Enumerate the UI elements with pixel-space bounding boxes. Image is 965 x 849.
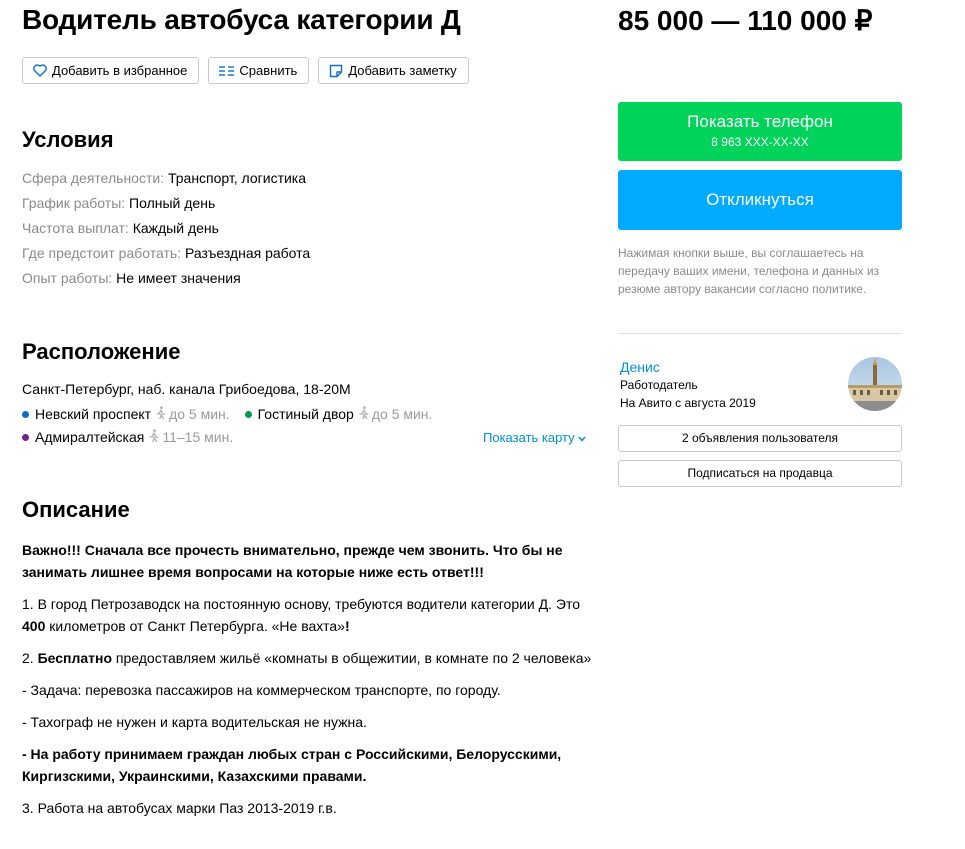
phone-number: 8 963 XXX-XX-XX (711, 135, 809, 149)
condition-value: Транспорт, логистика (167, 170, 307, 186)
metro-line-dot (22, 434, 29, 441)
walk-time (359, 406, 433, 423)
condition-key: Сфера деятельности: (22, 170, 165, 186)
respond-button[interactable]: Откликнуться (618, 170, 902, 230)
add-note-label: Добавить заметку (348, 63, 457, 78)
conditions-list (22, 170, 310, 295)
avatar[interactable] (848, 357, 902, 411)
metro-line-dot (22, 411, 29, 418)
seller-info (620, 358, 756, 412)
description-bold-text: - На работу принимаем граждан любых стран с Российскими, Белорусскими, Киргизскими, Украинскими, Казахскими правами. (22, 746, 562, 784)
description-paragraph (22, 647, 592, 669)
condition-value: Полный день (129, 195, 216, 211)
price: 85 000 — 110 000 ₽ (618, 5, 873, 36)
metro-line-dot (245, 411, 252, 418)
description-body (22, 539, 592, 829)
consent-text: Нажимая кнопки выше, вы соглашаетесь на передачу ваших имени, телефона и данных из резюме автору вакансии согласно политике. (618, 246, 880, 296)
condition-row (22, 220, 310, 245)
walk-time (149, 429, 233, 446)
metro-station (22, 429, 233, 446)
condition-row (22, 170, 310, 195)
show-map-label: Показать карту (483, 430, 575, 445)
divider (618, 333, 902, 334)
description-paragraph (22, 743, 592, 787)
seller-role: Работодатель (620, 378, 698, 392)
walk-time-value: до 5 мин. (169, 406, 230, 422)
conditions-heading: Условия (22, 127, 114, 152)
show-map-link[interactable] (483, 430, 586, 445)
description-paragraph (22, 539, 592, 583)
seller-name-link[interactable]: Денис (620, 359, 660, 375)
description-paragraph: 3. Работа на автобусах марки Паз 2013-2019 г.в. (22, 800, 337, 816)
add-note-button[interactable] (318, 57, 468, 84)
description-text: километров от Санкт Петербурга. «Не вахта» (45, 618, 345, 634)
condition-key: График работы: (22, 195, 126, 211)
location-heading: Расположение (22, 339, 181, 364)
chevron-down-icon (578, 430, 586, 445)
metro-station (245, 406, 433, 423)
condition-row (22, 245, 310, 270)
condition-row (22, 270, 310, 295)
add-favorite-button[interactable] (22, 57, 199, 84)
compare-icon (219, 65, 234, 77)
description-paragraph (22, 593, 592, 637)
description-bold-text: 400 (22, 618, 46, 634)
compare-button[interactable] (208, 57, 309, 84)
page-title: Водитель автобуса категории Д (22, 4, 461, 35)
user-listings-button[interactable]: 2 объявления пользователя (618, 425, 902, 452)
condition-value: Каждый день (132, 220, 219, 236)
description-paragraph: - Задача: перевозка пассажиров на коммерческом транспорте, по городу. (22, 682, 501, 698)
show-phone-button[interactable] (618, 102, 902, 161)
address: Санкт-Петербург, наб. канала Грибоедова, 18-20М (22, 381, 351, 397)
seller-since: На Авито с августа 2019 (620, 396, 756, 410)
walk-time-value: 11–15 мин. (162, 429, 234, 445)
description-heading: Описание (22, 497, 130, 522)
walk-time (156, 406, 230, 423)
note-icon (329, 64, 343, 78)
condition-key: Опыт работы: (22, 270, 113, 286)
subscribe-seller-button[interactable]: Подписаться на продавца (618, 460, 902, 487)
metro-row (22, 403, 602, 426)
compare-label: Сравнить (239, 63, 298, 78)
condition-value: Разъездная работа (184, 245, 311, 261)
heart-icon (33, 64, 47, 77)
walk-time-value: до 5 мин. (371, 406, 433, 422)
description-bold-text: Важно!!! Сначала все прочесть внимательно, прежде чем звонить. Что бы не занимать лишнее время вопросами на которые ниже есть ответ!!! (22, 542, 563, 580)
metro-name: Невский проспект (35, 406, 152, 422)
description-text: 2. (22, 650, 38, 666)
show-phone-label: Показать телефон (687, 112, 833, 131)
description-text: 1. В город Петрозаводск на постоянную основу, требуются водители категории Д. Это (22, 596, 580, 612)
condition-row (22, 195, 310, 220)
add-favorite-label: Добавить в избранное (52, 63, 188, 78)
walking-person-icon (359, 406, 369, 423)
description-paragraph: - Тахограф не нужен и карта водительская не нужна. (22, 714, 367, 730)
description-bold-text: ! (344, 618, 350, 634)
description-text: предоставляем жильё «комнаты в общежитии, в комнате по 2 человека» (112, 650, 592, 666)
metro-name: Гостиный двор (257, 406, 354, 422)
description-bold-text: Бесплатно (37, 650, 113, 666)
condition-key: Где предстоит работать: (22, 245, 182, 261)
action-bar (22, 57, 469, 84)
walking-person-icon (156, 406, 166, 423)
metro-station (22, 406, 230, 423)
condition-value: Не имеет значения (116, 270, 241, 286)
metro-name: Адмиралтейская (35, 429, 145, 445)
condition-key: Частота выплат: (22, 220, 129, 236)
walking-person-icon (149, 429, 159, 446)
